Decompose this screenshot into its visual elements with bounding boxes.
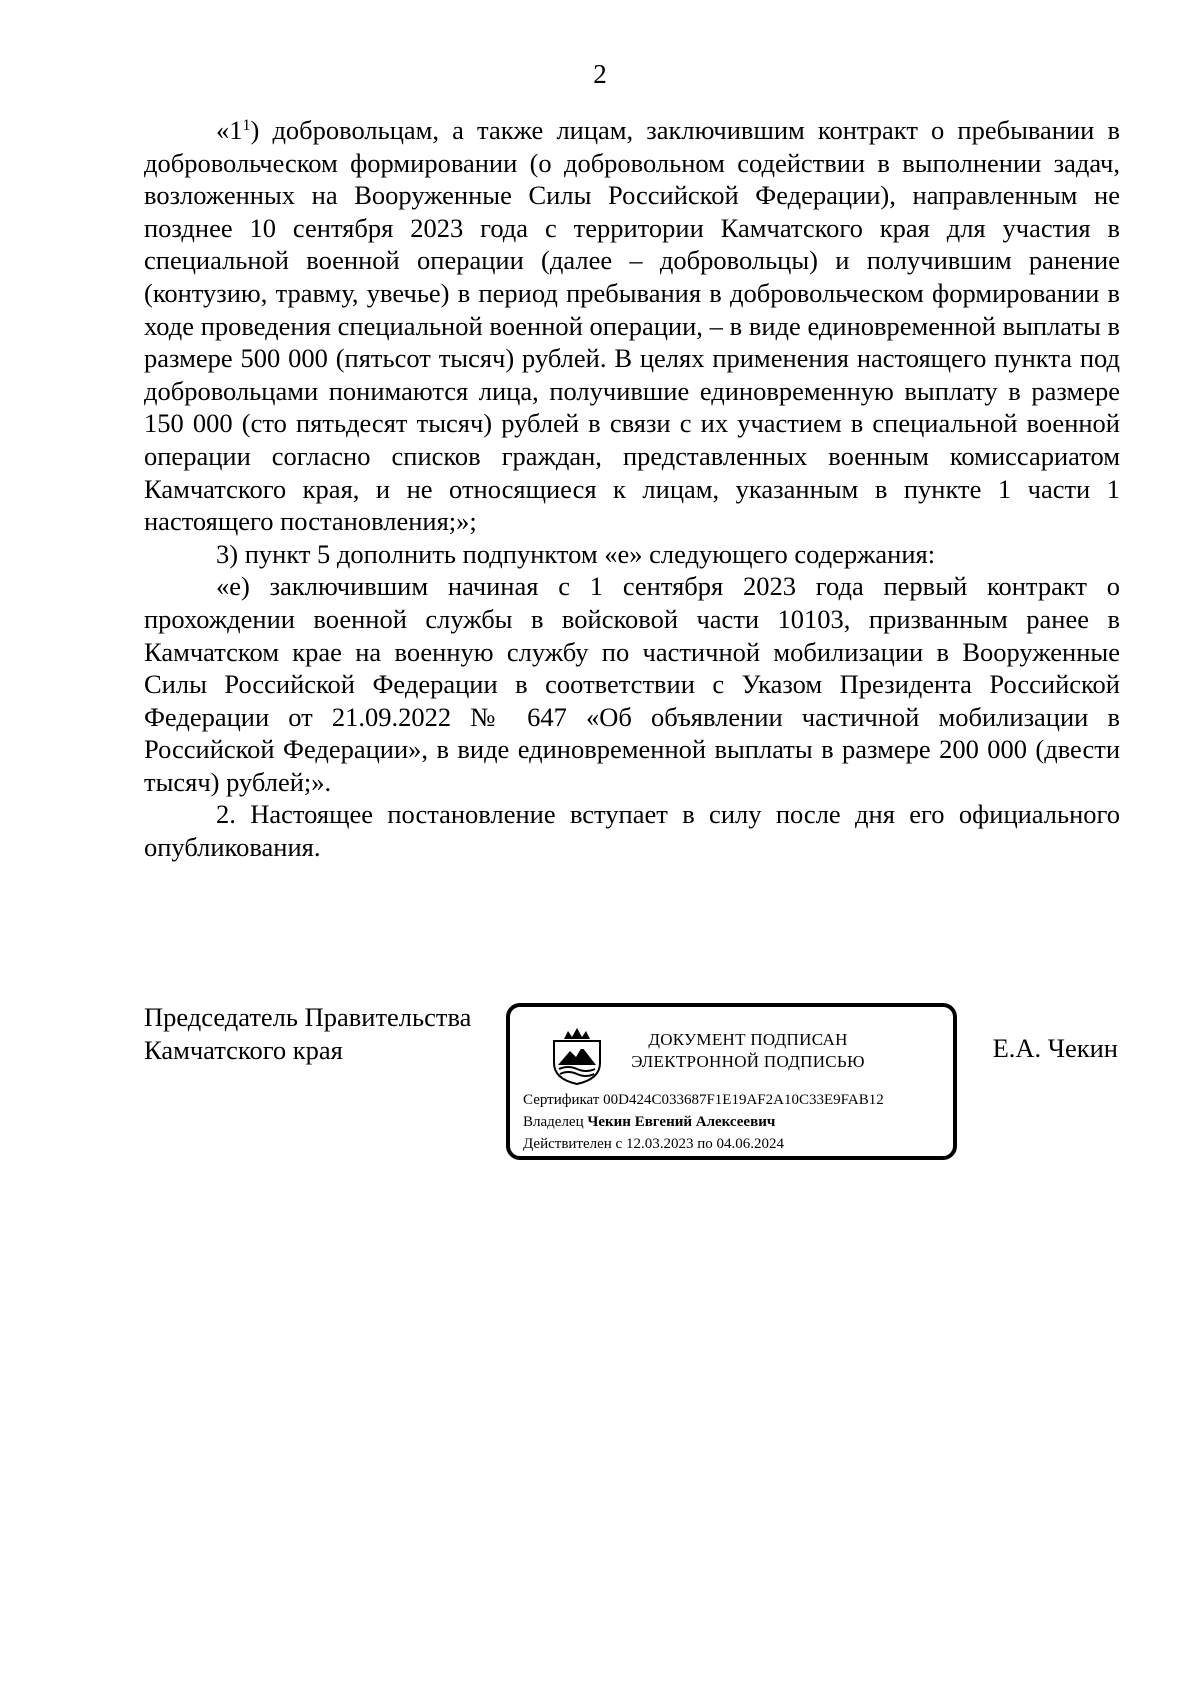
stamp-heading [618, 1029, 878, 1073]
stamp-heading-line-2: ЭЛЕКТРОННОЙ ПОДПИСЬЮ [631, 1052, 865, 1071]
valid-to-label: по [697, 1136, 713, 1152]
certificate-label: Сертификат [523, 1092, 600, 1108]
document-body [144, 114, 1120, 864]
page-number: 2 [593, 59, 607, 89]
electronic-signature-stamp [506, 1003, 957, 1160]
paragraph-item-3: 3) пункт 5 дополнить подпунктом «е» следующего содержания: [216, 538, 936, 569]
stamp-heading-line-1: ДОКУМЕНТ ПОДПИСАН [648, 1030, 848, 1049]
signer-title-line-1: Председатель Правительства [144, 1002, 472, 1032]
signer-title [144, 1001, 471, 1066]
paragraph-subpoint-e: «е) заключившим начиная с 1 сентября 2023 года первый контракт о прохождении военной службы в войсковой части 10103, призванным ранее в Камчатском крае на военную службу по частичной мобилизации в Вооруженные Силы Российской Федерации в соответствии с Указом Президента Российской Федерации от 21.09.2022 № 647 «Об объявлении частичной мобилизации в Российской Федерации», в виде единовременной выплаты в размере 200 000 (двести тысяч) рублей;». [144, 571, 1120, 797]
stamp-validity-row [523, 1135, 784, 1154]
kamchatka-coat-of-arms-icon [550, 1025, 604, 1085]
paragraph-text: ) добровольцам, а также лицам, заключившим контракт о пребывании в добровольческом формировании (о добровольном содействии в выполнении задач, возложенных на Вооруженные Силы Российской Федерации), направленным не позднее 10 сентября 2023 года с территории Камчатского края для участия в специальной военной операции (далее – добровольцы) и получившим ранение (контузию, травму, увечье) в период пребывания в добровольческом формировании в ходе проведения специальной военной операции, – в виде единовременной выплаты в размере 500 000 (пятьсот тысяч) рублей. В целях применения настоящего пункта под добровольцами понимаются лица, получившие единовременную выплату в размере 150 000 (сто пятьдесят тысяч) рублей в связи с их участием в специальной военной операции согласно списков граждан, представленных военным комиссариатом Камчатского края, и не относящиеся к лицам, указанным в пункте 1 части 1 настоящего постановления;»; [144, 115, 1120, 537]
superscript-index: 1 [242, 117, 251, 134]
valid-from: 12.03.2023 [625, 1136, 694, 1152]
owner-value: Чекин Евгений Алексеевич [587, 1114, 776, 1130]
valid-label: Действителен с [523, 1136, 623, 1152]
stamp-owner-row [523, 1113, 775, 1132]
valid-to: 04.06.2024 [716, 1136, 784, 1152]
owner-label: Владелец [523, 1114, 584, 1130]
paragraph-subpoint-1-1 [144, 114, 1120, 538]
paragraph-open-mark: «1 [216, 115, 243, 145]
paragraph-item-2-effective: 2. Настоящее постановление вступает в силу после дня его официального опубликования. [144, 799, 1120, 863]
signer-name: Е.А. Чекин [992, 1033, 1118, 1063]
stamp-certificate-row [523, 1091, 884, 1110]
certificate-value: 00D424C033687F1E19AF2A10C33E9FAB12 [603, 1092, 884, 1108]
signer-title-line-2: Камчатского края [144, 1034, 343, 1065]
